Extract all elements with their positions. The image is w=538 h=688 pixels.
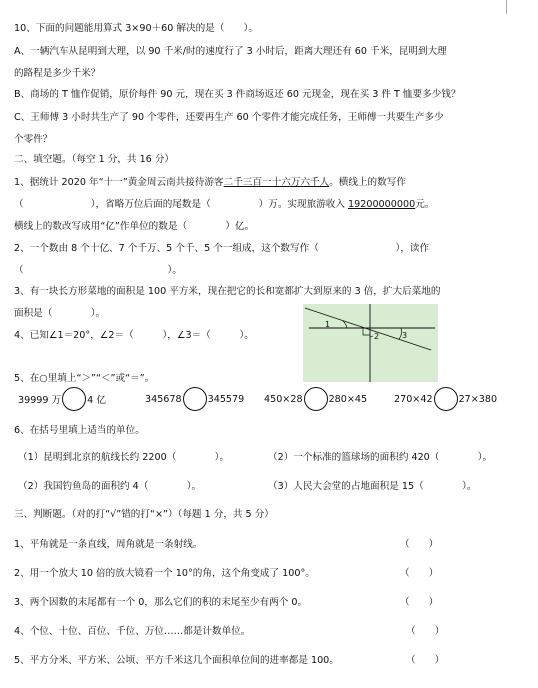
s3-item-1: 1、平角就是一条直线，周角就是一条射线。 bbox=[14, 539, 203, 550]
angle-label-1: 1 bbox=[325, 320, 331, 329]
angle-figure-svg bbox=[303, 304, 438, 382]
s2-q6-item-2: （2）一个标准的篮球场的面积约 420（ ）。 bbox=[268, 452, 493, 463]
s2-q1-underlined-number: 二千三百一十六万六千人 bbox=[223, 177, 330, 188]
s2-q5-text: 5、在○里填上“＞”“＜”或“＝”。 bbox=[14, 373, 155, 384]
s2-q6-item-3: （2）我国钓鱼岛的面积约 4（ ）。 bbox=[18, 481, 202, 492]
page-corner-mark bbox=[506, 0, 507, 14]
s3-answer-paren-4[interactable]: （ ） bbox=[406, 626, 445, 637]
answer-circle[interactable] bbox=[183, 387, 207, 411]
comparison-pair bbox=[18, 386, 106, 412]
s3-answer-paren-3[interactable]: （ ） bbox=[400, 597, 439, 608]
s2-q1-text-b: 。横线上的数写作 bbox=[329, 177, 406, 188]
s2-q4-text: 4、已知∠1＝20°，∠2＝（ ），∠3＝（ ）。 bbox=[14, 330, 254, 341]
s2-q3-line1: 3、有一块长方形菜地的面积是 100 平方米，现在把它的长和宽都扩大到原来的 3 倍，扩大后菜地的 bbox=[14, 286, 441, 297]
s3-answer-paren-1[interactable]: （ ） bbox=[400, 539, 439, 550]
s2-q3-line2: 面积是（ ）。 bbox=[14, 308, 106, 319]
q10-stem: 10、下面的问题能用算式 3×90＋60 解决的是（ ）。 bbox=[14, 23, 258, 34]
s2-q1-text-a: 1、据统计 2020 年“十一”黄金周云南共接待游客 bbox=[14, 177, 224, 188]
comparison-right: 280×45 bbox=[328, 393, 368, 405]
angle-label-2: 2 bbox=[374, 332, 380, 341]
comparison-pair bbox=[145, 386, 244, 412]
s2-q1-line3: 横线上的数改写成用“亿”作单位的数是（ ）亿。 bbox=[14, 221, 255, 232]
comparison-left: 39999 万 bbox=[18, 395, 62, 406]
s2-q6-text: 6、在括号里填上适当的单位。 bbox=[14, 425, 145, 436]
s2-q1-underlined-income: 19200000000 bbox=[348, 199, 416, 210]
s3-item-2: 2、用一个放大 10 倍的放大镜看一个 10°的角，这个角变成了 100°。 bbox=[14, 568, 315, 579]
s2-q2-line1: 2、一个数由 8 个十亿、7 个千万、5 个千、5 个一组成，这个数写作（ ），读作 bbox=[14, 243, 430, 254]
s2-q1-line1 bbox=[14, 176, 406, 189]
answer-circle[interactable] bbox=[434, 387, 458, 411]
s3-answer-paren-5[interactable]: （ ） bbox=[406, 655, 445, 666]
comparison-pair bbox=[264, 386, 367, 412]
comparison-left: 270×42 bbox=[394, 393, 433, 405]
q10-option-a-line2: 的路程是多少千米？ bbox=[14, 68, 101, 79]
comparison-right: 4 亿 bbox=[87, 395, 106, 406]
q10-option-b: B、商场的 T 恤作促销，原价每件 90 元，现在买 3 件商场返还 60 元现金，现在买 3 件 T 恤要多少钱？ bbox=[14, 89, 461, 100]
comparison-right: 345579 bbox=[207, 393, 245, 405]
comparison-right: 27×380 bbox=[458, 393, 498, 405]
s2-q1-text-d: 元。 bbox=[415, 199, 435, 210]
q10-option-c-line1: C、王师傅 3 小时共生产了 90 个零件，还要再生产 60 个零件才能完成任务，王师傅一共要生产多少 bbox=[14, 112, 444, 123]
s2-q1-line2 bbox=[14, 198, 434, 211]
comparison-row bbox=[14, 386, 534, 412]
q10-option-a-line1: A、一辆汽车从昆明到大理，以 90 千米/时的速度行了 3 小时后，距离大理还有 60 千米，昆明到大理 bbox=[14, 46, 447, 57]
angle-label-3: 3 bbox=[402, 331, 408, 340]
comparison-left: 345678 bbox=[145, 393, 182, 405]
q10-option-c-line2: 个零件？ bbox=[14, 134, 53, 145]
comparison-pair bbox=[394, 386, 497, 412]
section3-heading: 三、判断题。（对的打“√”错的打“×”）（每题 1 分，共 5 分） bbox=[14, 509, 274, 520]
s3-item-3: 3、两个因数的末尾都有一个 0，那么它们的积的末尾至少有两个 0。 bbox=[14, 597, 308, 608]
answer-circle[interactable] bbox=[304, 387, 328, 411]
s3-answer-paren-2[interactable]: （ ） bbox=[400, 568, 439, 579]
s3-item-4: 4、个位、十位、百位、千位、万位……都是计数单位。 bbox=[14, 626, 251, 637]
comparison-left: 450×28 bbox=[264, 393, 303, 405]
s2-q6-item-4: （3）人民大会堂的占地面积是 15（ ）。 bbox=[268, 481, 477, 492]
s3-item-5: 5、平方分米、平方米、公顷、平方千米这几个面积单位间的进率都是 100。 bbox=[14, 655, 339, 666]
angle2-arc bbox=[370, 336, 373, 337]
s2-q1-text-c: （ ），省略万位后面的尾数是（ ）万。实现旅游收入 bbox=[14, 199, 349, 210]
slanted-line bbox=[305, 308, 431, 350]
s2-q6-item-1: （1）昆明到北京的航线长约 2200（ ）。 bbox=[18, 452, 230, 463]
answer-circle[interactable] bbox=[62, 387, 86, 411]
s2-q2-line2: （ ）。 bbox=[14, 265, 182, 276]
section2-heading: 二、填空题。（每空 1 分，共 16 分） bbox=[14, 154, 175, 165]
angle-figure bbox=[303, 304, 438, 382]
